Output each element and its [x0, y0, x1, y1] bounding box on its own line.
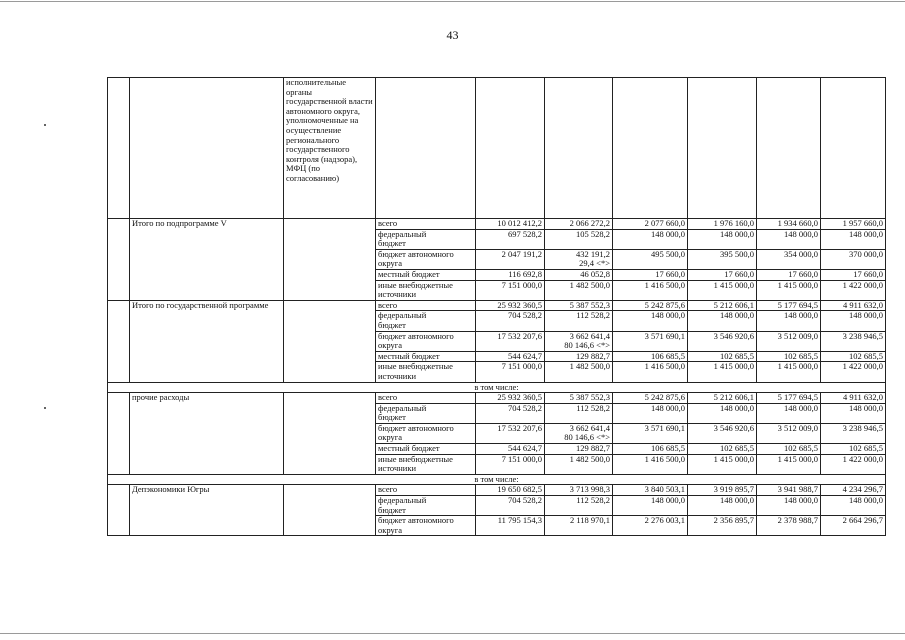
- amount-cell: 370 000,0: [821, 249, 886, 269]
- amount-cell: 5 387 552,3: [545, 393, 613, 404]
- amount-cell: 25 932 360,5: [476, 393, 545, 404]
- amount-cell: 148 000,0: [613, 496, 688, 516]
- amount-cell: 1 415 000,0: [688, 454, 757, 474]
- funding-source: бюджет автономного округа: [376, 516, 476, 536]
- amount-cell: 148 000,0: [688, 403, 757, 423]
- empty-cell: [821, 78, 886, 219]
- amount-cell: 1 482 500,0: [545, 454, 613, 474]
- amount-cell: 3 941 988,7: [757, 485, 821, 496]
- amount-cell: 148 000,0: [757, 229, 821, 249]
- amount-cell: 1 934 660,0: [757, 219, 821, 230]
- amount-cell: 148 000,0: [613, 229, 688, 249]
- amount-cell: 129 882,7: [545, 444, 613, 455]
- amount-cell: 3 512 009,0: [757, 331, 821, 351]
- block-title: Депэкономики Югры: [130, 485, 284, 536]
- scan-top-edge: [0, 1, 905, 2]
- funding-source: всего: [376, 393, 476, 404]
- amount-cell: 10 012 412,2: [476, 219, 545, 230]
- amount-cell: 106 685,5: [613, 351, 688, 362]
- amount-cell: 17 660,0: [688, 269, 757, 280]
- amount-cell: 2 356 895,7: [688, 516, 757, 536]
- amount-cell: 46 052,8: [545, 269, 613, 280]
- amount-cell: 1 957 660,0: [821, 219, 886, 230]
- amount-cell: 102 685,5: [821, 351, 886, 362]
- block-marker-cell: [108, 300, 130, 382]
- amount-cell: 148 000,0: [757, 311, 821, 331]
- executor-cell: [284, 219, 376, 301]
- amount-cell: 1 482 500,0: [545, 280, 613, 300]
- amount-cell: 19 650 682,5: [476, 485, 545, 496]
- amount-cell: 2 276 003,1: [613, 516, 688, 536]
- amount-cell: 1 422 000,0: [821, 280, 886, 300]
- amount-cell: 3 840 503,1: [613, 485, 688, 496]
- empty-cell: [613, 78, 688, 219]
- amount-cell: 106 685,5: [613, 444, 688, 455]
- scan-speck: [44, 124, 46, 126]
- amount-cell: 7 151 000,0: [476, 362, 545, 382]
- funding-source: иные внебюджетные источники: [376, 362, 476, 382]
- scan-bottom-edge: [0, 633, 905, 634]
- amount-cell: 17 660,0: [757, 269, 821, 280]
- amount-cell: 4 911 632,0: [821, 300, 886, 311]
- amount-cell: 102 685,5: [757, 351, 821, 362]
- amount-cell: 148 000,0: [821, 403, 886, 423]
- executor-cell: [284, 300, 376, 382]
- amount-cell: 1 416 500,0: [613, 280, 688, 300]
- table-row: [108, 393, 886, 404]
- empty-cell: [108, 78, 130, 219]
- amount-cell: 3 662 641,4 80 146,6 <*>: [545, 331, 613, 351]
- budget-table: [107, 77, 886, 536]
- subheader-row: [108, 382, 886, 393]
- funding-source: федеральный бюджет: [376, 311, 476, 331]
- amount-cell: 704 528,2: [476, 496, 545, 516]
- amount-cell: 17 660,0: [821, 269, 886, 280]
- amount-cell: 704 528,2: [476, 311, 545, 331]
- block-title: Итого по подпрограмме V: [130, 219, 284, 301]
- amount-cell: 116 692,8: [476, 269, 545, 280]
- empty-cell: [688, 78, 757, 219]
- amount-cell: 704 528,2: [476, 403, 545, 423]
- amount-cell: 2 664 296,7: [821, 516, 886, 536]
- amount-cell: 697 528,2: [476, 229, 545, 249]
- funding-source: федеральный бюджет: [376, 403, 476, 423]
- amount-cell: 148 000,0: [821, 311, 886, 331]
- amount-cell: 3 238 946,5: [821, 423, 886, 443]
- funding-source: бюджет автономного округа: [376, 331, 476, 351]
- subheader-label: в том числе:: [108, 382, 886, 393]
- funding-source: местный бюджет: [376, 351, 476, 362]
- amount-cell: 5 177 694,5: [757, 393, 821, 404]
- amount-cell: 148 000,0: [613, 403, 688, 423]
- amount-cell: 5 212 606,1: [688, 393, 757, 404]
- amount-cell: 17 532 207,6: [476, 331, 545, 351]
- funding-source: федеральный бюджет: [376, 496, 476, 516]
- amount-cell: 2 118 970,1: [545, 516, 613, 536]
- funding-source: бюджет автономного округа: [376, 249, 476, 269]
- table-row: [108, 300, 886, 311]
- amount-cell: 4 911 632,0: [821, 393, 886, 404]
- table-row: [108, 219, 886, 230]
- amount-cell: 1 415 000,0: [757, 280, 821, 300]
- amount-cell: 495 500,0: [613, 249, 688, 269]
- amount-cell: 3 512 009,0: [757, 423, 821, 443]
- amount-cell: 2 066 272,2: [545, 219, 613, 230]
- amount-cell: 432 191,2 29,4 <*>: [545, 249, 613, 269]
- empty-cell: [130, 78, 284, 219]
- scan-speck: [44, 407, 46, 409]
- amount-cell: 3 546 920,6: [688, 423, 757, 443]
- amount-cell: 1 416 500,0: [613, 454, 688, 474]
- amount-cell: 5 242 875,6: [613, 393, 688, 404]
- amount-cell: 3 238 946,5: [821, 331, 886, 351]
- funding-source: федеральный бюджет: [376, 229, 476, 249]
- block-marker-cell: [108, 219, 130, 301]
- amount-cell: 1 415 000,0: [688, 362, 757, 382]
- amount-cell: 148 000,0: [688, 496, 757, 516]
- amount-cell: 2 378 988,7: [757, 516, 821, 536]
- block-marker-cell: [108, 393, 130, 475]
- funding-source: всего: [376, 300, 476, 311]
- amount-cell: 11 795 154,3: [476, 516, 545, 536]
- table-row: [108, 78, 886, 219]
- amount-cell: 395 500,0: [688, 249, 757, 269]
- amount-cell: 354 000,0: [757, 249, 821, 269]
- amount-cell: 5 387 552,3: [545, 300, 613, 311]
- amount-cell: 3 571 690,1: [613, 423, 688, 443]
- amount-cell: 17 660,0: [613, 269, 688, 280]
- amount-cell: 5 242 875,6: [613, 300, 688, 311]
- amount-cell: 148 000,0: [821, 229, 886, 249]
- empty-cell: [545, 78, 613, 219]
- amount-cell: 544 624,7: [476, 444, 545, 455]
- amount-cell: 148 000,0: [688, 229, 757, 249]
- subheader-label: в том числе:: [108, 474, 886, 485]
- amount-cell: 25 932 360,5: [476, 300, 545, 311]
- amount-cell: 3 662 641,4 80 146,6 <*>: [545, 423, 613, 443]
- executor-cell: [284, 485, 376, 536]
- amount-cell: 1 415 000,0: [688, 280, 757, 300]
- amount-cell: 1 422 000,0: [821, 454, 886, 474]
- amount-cell: 105 528,2: [545, 229, 613, 249]
- amount-cell: 1 416 500,0: [613, 362, 688, 382]
- amount-cell: 148 000,0: [613, 311, 688, 331]
- amount-cell: 2 047 191,2: [476, 249, 545, 269]
- subheader-row: [108, 474, 886, 485]
- amount-cell: 112 528,2: [545, 403, 613, 423]
- amount-cell: 148 000,0: [757, 496, 821, 516]
- amount-cell: 3 919 895,7: [688, 485, 757, 496]
- amount-cell: 7 151 000,0: [476, 280, 545, 300]
- executor-cell: [284, 393, 376, 475]
- amount-cell: 5 212 606,1: [688, 300, 757, 311]
- amount-cell: 129 882,7: [545, 351, 613, 362]
- funding-source: бюджет автономного округа: [376, 423, 476, 443]
- block-title: Итого по государственной программе: [130, 300, 284, 382]
- amount-cell: 1 415 000,0: [757, 454, 821, 474]
- amount-cell: 148 000,0: [821, 496, 886, 516]
- empty-cell: [757, 78, 821, 219]
- amount-cell: 1 976 160,0: [688, 219, 757, 230]
- table-row: [108, 485, 886, 496]
- amount-cell: 4 234 296,7: [821, 485, 886, 496]
- amount-cell: 5 177 694,5: [757, 300, 821, 311]
- amount-cell: 102 685,5: [821, 444, 886, 455]
- amount-cell: 148 000,0: [757, 403, 821, 423]
- amount-cell: 112 528,2: [545, 311, 613, 331]
- amount-cell: 3 571 690,1: [613, 331, 688, 351]
- amount-cell: 3 546 920,6: [688, 331, 757, 351]
- amount-cell: 102 685,5: [757, 444, 821, 455]
- amount-cell: 112 528,2: [545, 496, 613, 516]
- block-marker-cell: [108, 485, 130, 536]
- amount-cell: 102 685,5: [688, 351, 757, 362]
- amount-cell: 1 482 500,0: [545, 362, 613, 382]
- amount-cell: 148 000,0: [688, 311, 757, 331]
- executors-cell: исполнительные органы государственной власти автономного округа, уполномоченные на осуществление регионального государственного контроля (надзора), МФЦ (по согласованию): [284, 78, 376, 219]
- funding-source: местный бюджет: [376, 269, 476, 280]
- block-title: прочие расходы: [130, 393, 284, 475]
- funding-source: всего: [376, 219, 476, 230]
- amount-cell: 1 422 000,0: [821, 362, 886, 382]
- amount-cell: 17 532 207,6: [476, 423, 545, 443]
- amount-cell: 2 077 660,0: [613, 219, 688, 230]
- amount-cell: 7 151 000,0: [476, 454, 545, 474]
- page-number: 43: [446, 28, 459, 42]
- amount-cell: 3 713 998,3: [545, 485, 613, 496]
- amount-cell: 102 685,5: [688, 444, 757, 455]
- empty-cell: [376, 78, 476, 219]
- funding-source: иные внебюджетные источники: [376, 454, 476, 474]
- amount-cell: 544 624,7: [476, 351, 545, 362]
- empty-cell: [476, 78, 545, 219]
- funding-source: иные внебюджетные источники: [376, 280, 476, 300]
- funding-source: всего: [376, 485, 476, 496]
- funding-source: местный бюджет: [376, 444, 476, 455]
- amount-cell: 1 415 000,0: [757, 362, 821, 382]
